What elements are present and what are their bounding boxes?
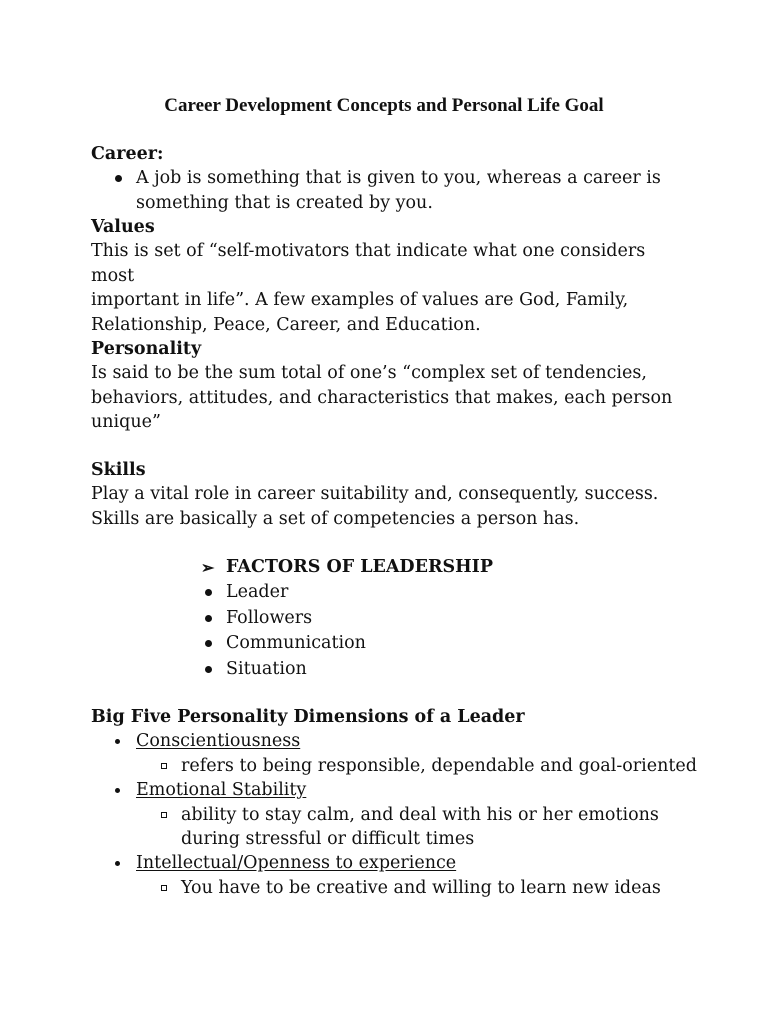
career-bullet-line: something that is created by you.: [136, 192, 433, 213]
personality-line: behaviors, attitudes, and characteristics that makes, each person: [91, 387, 673, 408]
dimension-name: Conscientiousness: [136, 731, 301, 752]
bullet-icon: [205, 589, 212, 596]
arrow-bullet-icon: ➢: [201, 558, 215, 577]
dimension-item: [91, 851, 731, 875]
values-line: Relationship, Peace, Career, and Education.: [91, 314, 481, 335]
leadership-factor-item: [226, 631, 626, 656]
leadership-factor-label: Followers: [226, 607, 313, 628]
dimension-detail-line: ability to stay calm, and deal with his or her emotions: [181, 804, 659, 825]
career-section: [91, 142, 691, 215]
document-title: Career Development Concepts and Personal Life Goal: [164, 95, 604, 116]
career-bullet-list: [91, 166, 691, 215]
personality-section: [91, 337, 691, 435]
square-bullet-icon: [161, 885, 167, 891]
square-bullet-icon: [161, 812, 167, 818]
dimension-item: [91, 729, 731, 753]
bullet-icon: [115, 739, 120, 744]
skills-line: Play a vital role in career suitability and, consequently, success.: [91, 484, 659, 505]
leadership-factor-item: [226, 657, 626, 682]
bullet-icon: [115, 788, 120, 793]
values-line: This is set of “self-motivators that indicate what one considers most: [91, 241, 646, 286]
dimension-name: Emotional Stability: [136, 780, 307, 801]
leadership-factor-label: Communication: [226, 633, 366, 654]
personality-heading: Personality: [91, 339, 202, 359]
values-line: important in life”. A few examples of values are God, Family,: [91, 290, 629, 311]
leadership-factor-label: Situation: [226, 658, 307, 679]
leadership-heading: FACTORS OF LEADERSHIP: [226, 557, 494, 577]
dimension-item: [91, 778, 731, 802]
personality-line: unique”: [91, 412, 161, 433]
dimension-detail-line: refers to being responsible, dependable and goal-oriented: [181, 755, 697, 776]
career-heading: Career:: [91, 144, 164, 164]
values-section: [91, 215, 691, 337]
dimension-detail: [91, 876, 731, 900]
dimension-detail-line: You have to be creative and willing to learn new ideas: [181, 877, 661, 898]
career-bullet-line: A job is something that is given to you, whereas a career is: [136, 168, 661, 189]
skills-line: Skills are basically a set of competencies a person has.: [91, 508, 580, 529]
bullet-icon: [205, 666, 212, 673]
career-bullet: [91, 166, 691, 215]
leadership-factor-item: [226, 580, 626, 605]
leadership-factor-label: Leader: [226, 582, 289, 603]
dimension-detail: [91, 803, 731, 852]
leadership-factors: [201, 555, 626, 682]
skills-heading: Skills: [91, 460, 146, 480]
leadership-heading-row: [201, 555, 626, 580]
bullet-icon: [115, 861, 120, 866]
bullet-icon: [115, 175, 122, 182]
big-five-section: [91, 705, 731, 900]
big-five-heading: Big Five Personality Dimensions of a Leader: [91, 707, 525, 727]
dimension-name: Intellectual/Openness to experience: [136, 853, 457, 874]
bullet-icon: [205, 640, 212, 647]
bullet-icon: [205, 615, 212, 622]
personality-line: Is said to be the sum total of one’s “complex set of tendencies,: [91, 363, 647, 384]
values-heading: Values: [91, 217, 155, 237]
skills-section: [91, 458, 691, 531]
dimension-detail-line: during stressful or difficult times: [181, 829, 475, 850]
dimension-detail: [91, 754, 731, 778]
leadership-factor-item: [226, 606, 626, 631]
square-bullet-icon: [161, 763, 167, 769]
